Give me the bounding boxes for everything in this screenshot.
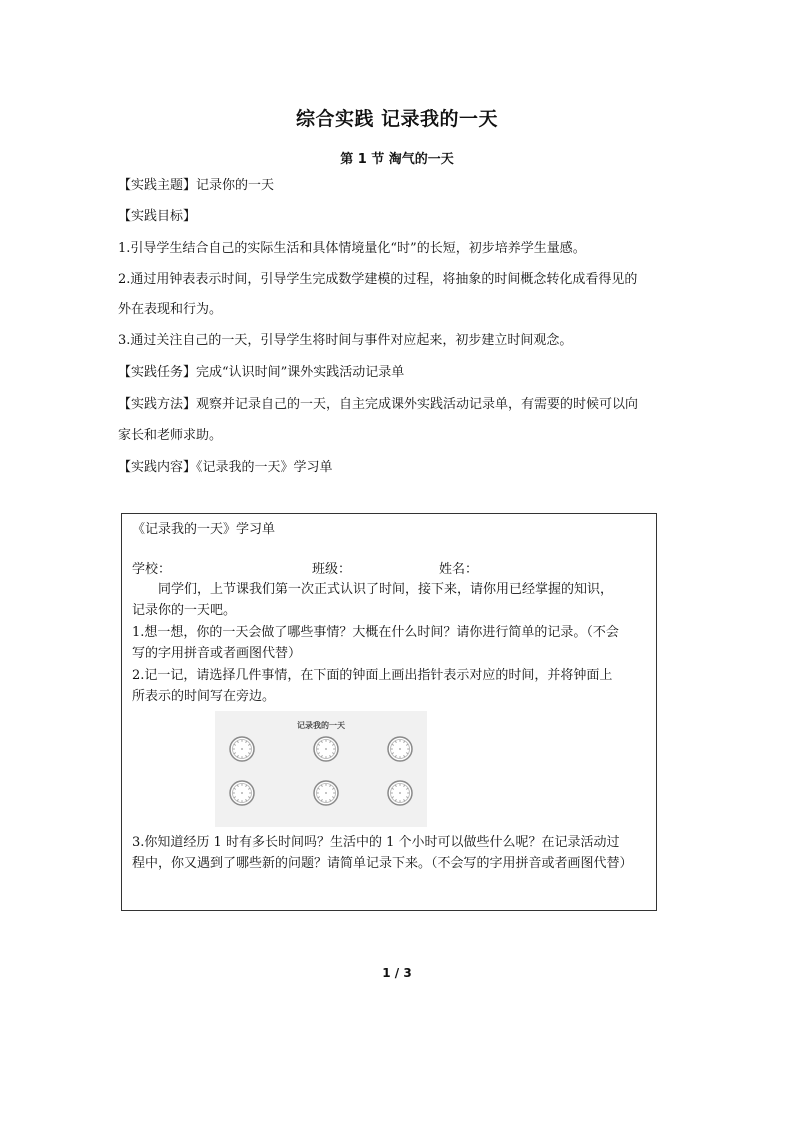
goal-item-1: 1.引导学生结合自己的实际生活和具体情境量化“时”的长短，初步培养学生量感。 bbox=[118, 241, 586, 256]
method-tag: 【实践方法】 bbox=[118, 397, 197, 412]
worksheet-box bbox=[121, 513, 657, 911]
theme-line bbox=[118, 177, 274, 195]
question-1-line-2: 写的字用拼音或者画图代替） bbox=[132, 646, 302, 661]
name-label: 姓名： bbox=[439, 562, 479, 577]
clock-panel-title: 记录我的一天 bbox=[297, 721, 345, 730]
content-tag: 【实践内容】 bbox=[118, 460, 197, 475]
method-line bbox=[118, 396, 638, 414]
clock-panel bbox=[215, 711, 427, 827]
goal-item-2: 2.通过用钟表表示时间，引导学生完成数学建模的过程，将抽象的时间概念转化成看得见的 bbox=[118, 272, 638, 287]
page-title: 综合实践 记录我的一天 bbox=[295, 108, 499, 130]
question-2-line-2: 所表示的时间写在旁边。 bbox=[132, 689, 276, 704]
goal-item-3: 3.通过关注自己的一天，引导学生将时间与事件对应起来，初步建立时间观念。 bbox=[118, 333, 573, 348]
method-text: 观察并记录自己的一天，自主完成课外实践活动记录单，有需要的时候可以向 bbox=[196, 397, 639, 412]
clock-face-icon bbox=[313, 736, 339, 762]
class-label: 班级： bbox=[312, 562, 352, 577]
intro-line-2: 记录你的一天吧。 bbox=[132, 603, 237, 618]
section-subtitle: 第 1 节 淘气的一天 bbox=[340, 152, 454, 167]
goal-line bbox=[118, 208, 196, 226]
question-3-line-2: 程中，你又遇到了哪些新的问题？请简单记录下来。（不会写的字用拼音或者画图代替） bbox=[132, 856, 633, 871]
goal-item-2-cont: 外在表现和行为。 bbox=[118, 302, 223, 317]
theme-text: 记录你的一天 bbox=[196, 178, 275, 193]
question-3-line-1: 3.你知道经历 1 时有多长时间吗？生活中的 1 个小时可以做些什么呢？在记录活动过 bbox=[132, 835, 620, 850]
page-number: 1 / 3 bbox=[382, 966, 412, 980]
question-1-line-1: 1.想一想，你的一天会做了哪些事情？大概在什么时间？请你进行简单的记录。（不会 bbox=[132, 625, 619, 640]
task-line bbox=[118, 364, 404, 382]
task-tag: 【实践任务】 bbox=[118, 365, 197, 380]
content-line bbox=[118, 459, 333, 477]
clock-face-icon bbox=[229, 736, 255, 762]
question-2-line-1: 2.记一记，请选择几件事情，在下面的钟面上画出指针表示对应的时间，并将钟面上 bbox=[132, 668, 613, 683]
worksheet-heading: 《记录我的一天》学习单 bbox=[132, 522, 276, 537]
clock-face-icon bbox=[387, 736, 413, 762]
task-text: 完成“认识时间”课外实践活动记录单 bbox=[196, 365, 405, 380]
school-label: 学校： bbox=[132, 562, 172, 577]
clock-face-icon bbox=[387, 780, 413, 806]
goal-tag: 【实践目标】 bbox=[118, 209, 197, 224]
clock-face-icon bbox=[313, 780, 339, 806]
theme-tag: 【实践主题】 bbox=[118, 178, 197, 193]
method-line-cont: 家长和老师求助。 bbox=[118, 428, 223, 443]
content-text: 《记录我的一天》学习单 bbox=[196, 460, 333, 475]
intro-line-1: 同学们，上节课我们第一次正式认识了时间，接下来，请你用已经掌握的知识， bbox=[158, 582, 614, 597]
clock-face-icon bbox=[229, 780, 255, 806]
